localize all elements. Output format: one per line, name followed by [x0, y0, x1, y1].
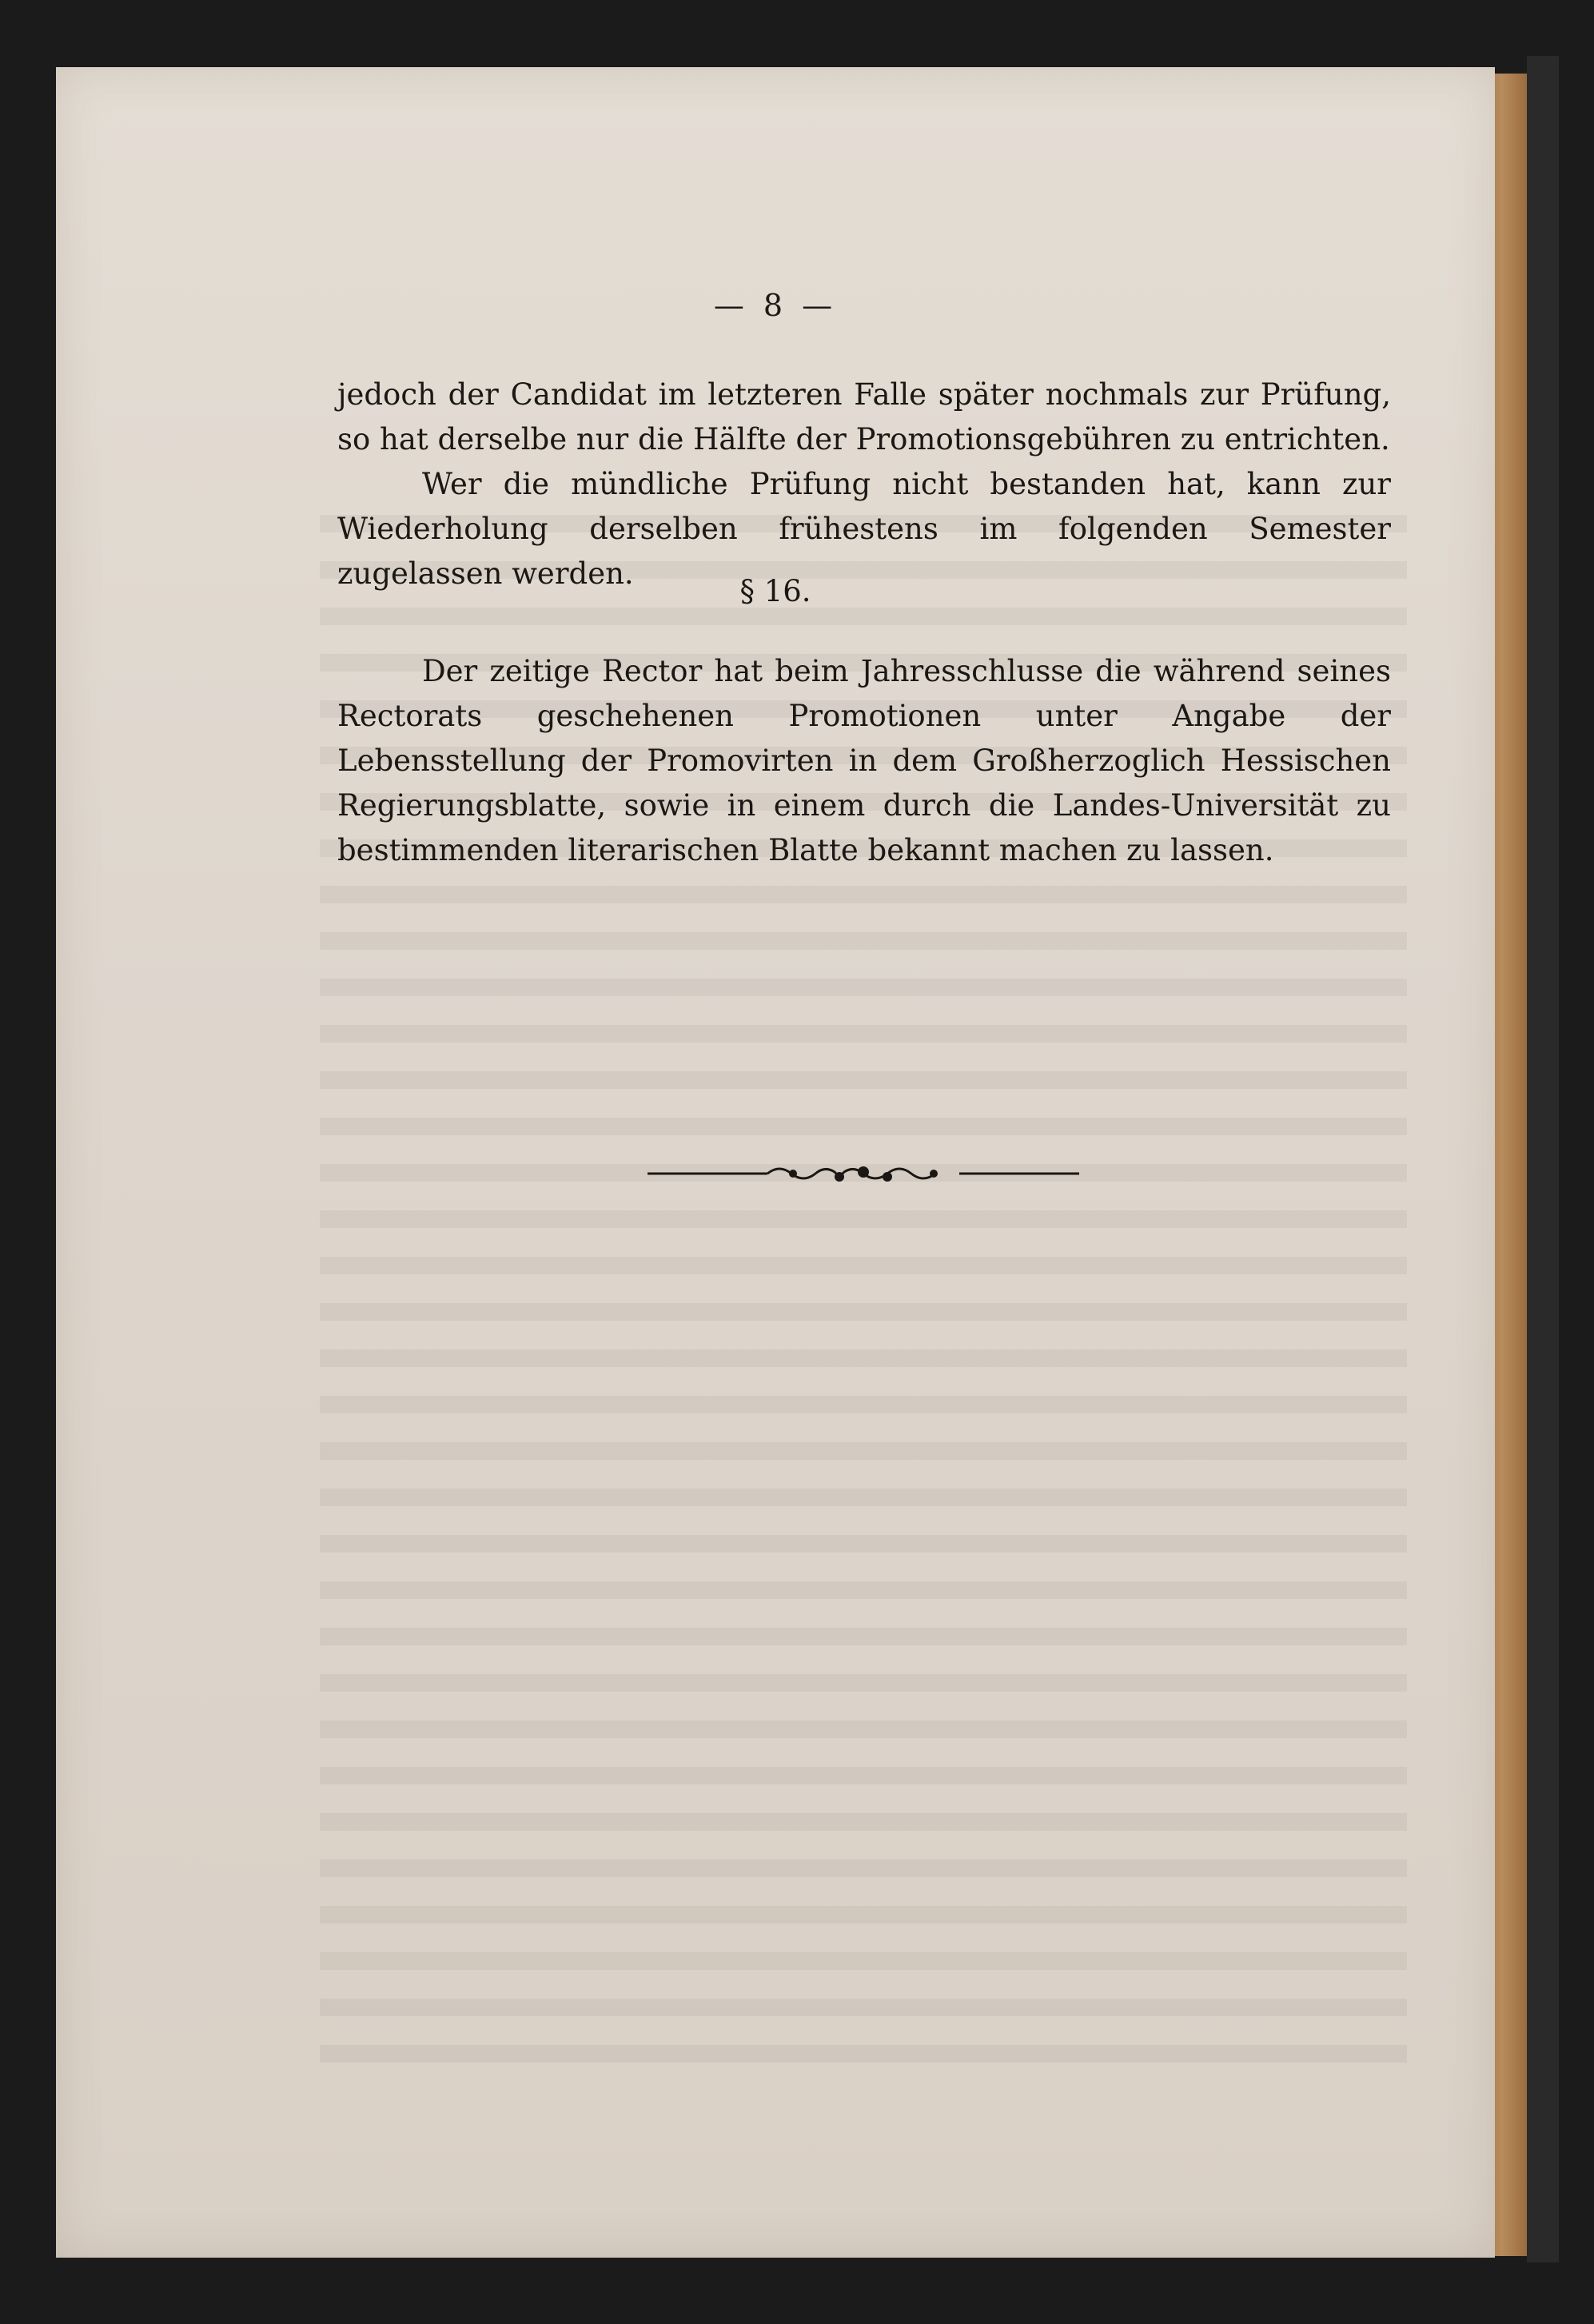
- page-number: — 8 —: [713, 288, 838, 323]
- text-block-2: [337, 649, 1391, 873]
- document-page: [56, 67, 1495, 2258]
- background-shadow: [1527, 56, 1559, 2262]
- decorative-divider-icon: [648, 1158, 1079, 1190]
- paragraph-2: Wer die mündliche Prüfung nicht bestanden hat, kann zur Wiederholung derselben frühestens im folgenden Semester zugelassen werden.: [337, 467, 1391, 591]
- paragraph-1: jedoch der Candidat im letzteren Falle später nochmals zur Prüfung, so hat derselbe nur die Hälfte der Promotionsgebühren zu entrichten.: [337, 377, 1391, 456]
- paragraph-3: Der zeitige Rector hat beim Jahresschlusse die während seines Rectorats geschehenen Promotionen unter Angabe der Lebensstellung der Promovirten in dem Großherzoglich Hessischen Regierungsblatte, sowie in einem durch die Landes-Universität zu bestimmenden literarischen Blatte bekannt machen zu lassen.: [337, 654, 1391, 867]
- text-block-1: [337, 373, 1391, 596]
- section-heading: § 16.: [739, 574, 811, 608]
